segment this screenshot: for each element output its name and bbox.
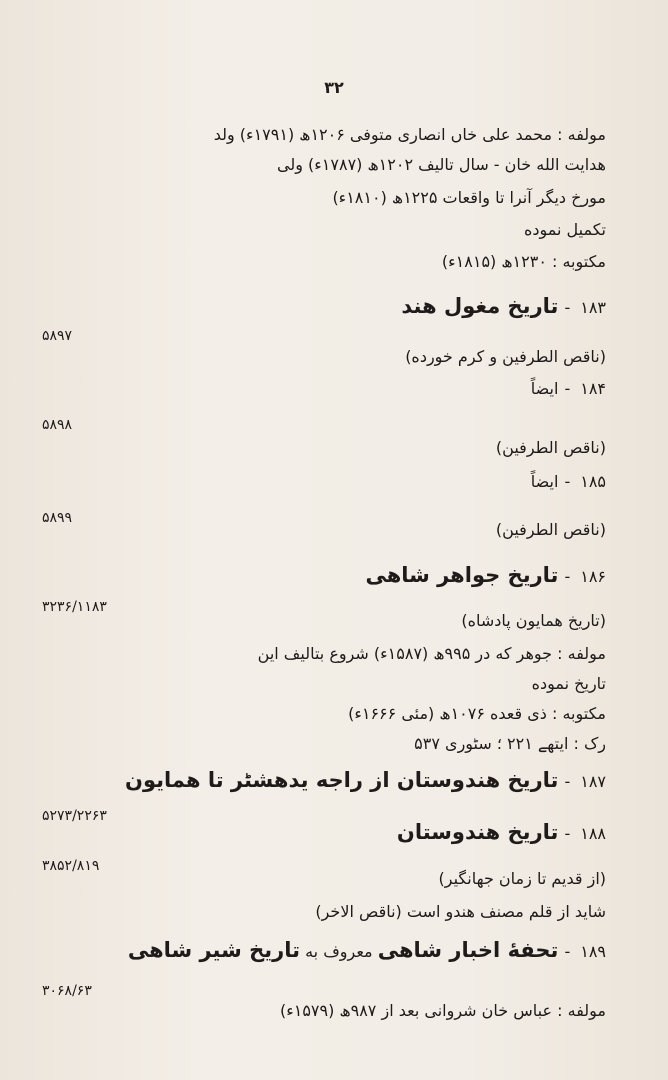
entry-number: ۱۸۷: [580, 772, 606, 791]
author-line-2: هدایت الله خان - سال تالیف ۱۲۰۲ھ (۱۷۸۷ء) ولی: [277, 155, 606, 174]
entry-title: تاریخ هندوستان: [396, 820, 559, 844]
entry-185-code: ۵۸۹۹: [42, 510, 73, 526]
entry-title-a: تحفۀ اخبار شاهی: [377, 938, 559, 962]
entry-186-note-3: تاریخ نموده: [531, 674, 606, 693]
author-line-3: مورخ دیگر آنرا تا واقعات ۱۲۲۵ھ (۱۸۱۰ء): [332, 188, 606, 207]
entry-188-code: ۳۸۵۲/۸۱۹: [42, 858, 100, 874]
entry-number: ۱۸۳: [580, 298, 606, 317]
entry-title-b: معروف به: [305, 942, 373, 961]
entry-183-code: ۵۸۹۷: [42, 328, 73, 344]
entry-183-note: (ناقص الطرفین و کرم خورده): [405, 347, 606, 366]
entry-188-note-1: (از قدیم تا زمان جهانگیر): [438, 869, 606, 888]
entry-title: ایضاً: [530, 472, 559, 491]
entry-186-note-2: مولفه : جوهر که در ۹۹۵ھ (۱۵۸۷ء) شروع بتالیف این: [257, 644, 606, 663]
entry-title: تاریخ هندوستان از راجه یدهشٹر تا همایون: [125, 768, 559, 792]
entry-number: ۱۸۵: [580, 472, 606, 491]
entry-186-note-1: (تاریخ همایون پادشاه): [461, 611, 606, 630]
page-number: ۳۲: [324, 78, 344, 97]
entry-title: ایضاً: [530, 379, 559, 398]
entry-number: ۱۸۸: [580, 824, 606, 843]
author-line-4: تکمیل نموده: [523, 220, 606, 239]
entry-184-note: (ناقص الطرفین): [495, 438, 606, 457]
entry-title: تاریخ جواهر شاهی: [365, 563, 559, 587]
entry-186-note-4: مکتوبه : ذی قعده ۱۰۷۶ھ (مئی ۱۶۶۶ء): [348, 704, 606, 723]
entry-title: تاریخ مغول هند: [401, 294, 559, 318]
entry-188-note-2: شاید از قلم مصنف هندو است (ناقص الاخر): [315, 902, 606, 921]
entry-189-code: ۳۰۶۸/۶۳: [42, 983, 92, 999]
entry-184-title-row: ۱۸۴-ایضاً: [530, 379, 606, 398]
entry-184-code: ۵۸۹۸: [42, 417, 73, 433]
entry-186-code: ۳۲۳۶/۱۱۸۳: [42, 599, 107, 615]
entry-185-title-row: ۱۸۵-ایضاً: [530, 472, 606, 491]
entry-183-title-row: ۱۸۳-تاریخ مغول هند: [401, 294, 606, 318]
entry-number: ۱۸۹: [580, 942, 606, 961]
entry-title-c: تاریخ شیر شاهی: [127, 938, 300, 962]
entry-number: ۱۸۴: [580, 379, 606, 398]
entry-188-title-row: ۱۸۸-تاریخ هندوستان: [396, 820, 606, 844]
entry-189-note-1: مولفه : عباس خان شروانی بعد از ۹۸۷ھ (۱۵۷۹ء): [279, 1001, 606, 1020]
entry-186-title-row: ۱۸۶-تاریخ جواهر شاهی: [365, 563, 606, 587]
author-line-1: مولفه : محمد علی خاں انصاری متوفی ۱۲۰۶ھ (۱۷۹۱ء) ولد: [213, 125, 606, 144]
entry-187-title-row: ۱۸۷-تاریخ هندوستان از راجه یدهشٹر تا همایون: [125, 768, 606, 792]
entry-189-title-row: ۱۸۹-تحفۀ اخبار شاهی معروف به تاریخ شیر شاهی: [127, 938, 606, 962]
entry-187-code: ۵۲۷۳/۲۲۶۳: [42, 808, 107, 824]
copied-line: مکتوبه : ۱۲۳۰ھ (۱۸۱۵ء): [441, 252, 606, 271]
entry-186-note-5: رک : ایتھے ۲۲۱ ؛ سٹوری ۵۳۷: [414, 734, 606, 753]
entry-185-note: (ناقص الطرفین): [495, 520, 606, 539]
entry-number: ۱۸۶: [580, 567, 606, 586]
